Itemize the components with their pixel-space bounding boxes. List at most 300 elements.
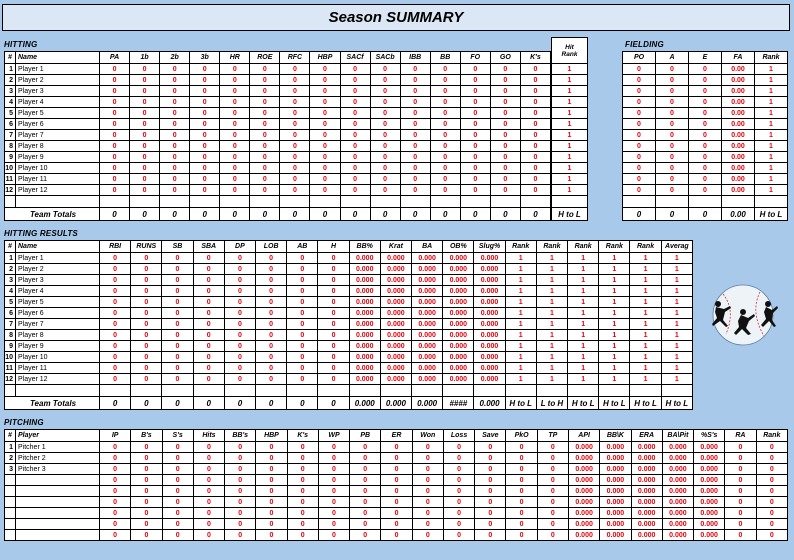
- pitching-cell: 0: [318, 486, 349, 497]
- results-cell: 1: [661, 374, 692, 385]
- hitting-total: 0: [370, 208, 400, 221]
- hitting-cell: 0: [100, 152, 130, 163]
- pitching-cell: 0.000: [568, 464, 599, 475]
- results-cell: 0: [318, 319, 349, 330]
- hitting-cell: 0: [430, 130, 460, 141]
- pitcher-name: Pitcher 3: [16, 464, 100, 475]
- hitting-cell: 0: [100, 130, 130, 141]
- results-cell: 0: [193, 330, 224, 341]
- hitting-cell: 0: [370, 75, 400, 86]
- hitting-cell: 0: [340, 97, 370, 108]
- fielding-cell: 0.00: [722, 141, 755, 152]
- pitching-cell: 0: [318, 519, 349, 530]
- hitting-cell: 0: [190, 163, 220, 174]
- pitching-cell: 0.000: [600, 475, 631, 486]
- hit-rank-cell: 1: [552, 64, 588, 75]
- hitting-cell: 0: [130, 130, 160, 141]
- hitting-cell: 0: [460, 174, 490, 185]
- pitching-cell: 0.000: [694, 464, 725, 475]
- hitting-cell: 0: [520, 75, 550, 86]
- results-cell: 0: [193, 275, 224, 286]
- results-cell: 0: [131, 374, 162, 385]
- hitting-cell: 0: [100, 108, 130, 119]
- results-cell: 0.000: [349, 264, 380, 275]
- fielding-cell: 0: [623, 86, 656, 97]
- fielding-total: 0: [623, 208, 656, 221]
- pitching-cell: 0: [381, 475, 412, 486]
- hitting-cell: 0: [190, 174, 220, 185]
- table-row: 9 Player 9 0 0 0 0 0 0 0 0 0 0 0 0 0 0 0: [5, 152, 551, 163]
- pitching-cell: 0: [381, 497, 412, 508]
- pitching-header: IP: [100, 430, 131, 442]
- pitching-cell: 0.000: [662, 464, 693, 475]
- fielding-cell: 0: [689, 152, 722, 163]
- results-cell: 1: [536, 264, 567, 275]
- hitting-cell: 0: [100, 75, 130, 86]
- results-cell: 1: [568, 253, 599, 264]
- results-cell: 0: [224, 341, 255, 352]
- hitting-cell: 0: [520, 130, 550, 141]
- results-cell: 1: [568, 352, 599, 363]
- table-row: 2 Player 2 0 0 0 0 0 0 0 0 0 0 0 0 0 0 0: [5, 75, 551, 86]
- results-cell: 1: [536, 286, 567, 297]
- results-cell: 0: [224, 275, 255, 286]
- results-cell: 0: [287, 352, 318, 363]
- pitching-cell: 0: [350, 486, 381, 497]
- hitting-cell: 0: [490, 141, 520, 152]
- hitting-table: [4, 51, 551, 221]
- fielding-header: FA: [722, 52, 755, 64]
- fielding-cell: 0: [623, 152, 656, 163]
- pitching-header: Loss: [443, 430, 474, 442]
- results-cell: 0: [162, 264, 193, 275]
- results-cell: 0.000: [349, 363, 380, 374]
- hitting-cell: 0: [490, 185, 520, 196]
- results-cell: 0: [224, 308, 255, 319]
- results-header: RBI: [100, 241, 131, 253]
- results-cell: 1: [599, 275, 630, 286]
- pitching-cell: 0: [193, 453, 224, 464]
- fielding-cell: 0: [656, 75, 689, 86]
- pitching-header: #: [5, 430, 16, 442]
- hitting-cell: 0: [190, 97, 220, 108]
- hitting-cell: 0: [340, 108, 370, 119]
- hitting-cell: 0: [400, 152, 430, 163]
- results-total: H to L: [599, 397, 630, 410]
- fielding-cell: 0: [689, 75, 722, 86]
- hitting-cell: 0: [430, 174, 460, 185]
- results-cell: 0: [256, 363, 287, 374]
- hitting-total: 0: [130, 208, 160, 221]
- pitching-cell: 0: [475, 453, 506, 464]
- pitching-cell: 0.000: [600, 519, 631, 530]
- hitting-cell: 0: [100, 97, 130, 108]
- fielding-cell: 1: [755, 75, 788, 86]
- hitting-cell: 0: [430, 97, 460, 108]
- pitching-cell: 0: [756, 519, 787, 530]
- results-cell: 1: [568, 319, 599, 330]
- hitting-total: 0: [250, 208, 280, 221]
- results-cell: 0: [100, 363, 131, 374]
- results-cell: 0.000: [412, 374, 443, 385]
- results-cell: 0.000: [443, 275, 474, 286]
- hitting-cell: 0: [160, 64, 190, 75]
- results-total: 0.000: [380, 397, 411, 410]
- results-cell: 0: [193, 297, 224, 308]
- pitching-cell: 0: [225, 530, 256, 541]
- hitting-total: 0: [220, 208, 250, 221]
- pitching-cell: 0: [131, 497, 162, 508]
- results-cell: 0.000: [443, 330, 474, 341]
- pitching-cell: 0.000: [694, 497, 725, 508]
- results-cell: 1: [568, 275, 599, 286]
- pitching-cell: 0: [412, 519, 443, 530]
- pitching-cell: 0: [412, 475, 443, 486]
- hitting-cell: 0: [100, 86, 130, 97]
- results-cell: 0: [287, 286, 318, 297]
- pitching-cell: 0.000: [662, 475, 693, 486]
- fielding-cell: 0: [623, 64, 656, 75]
- fielding-header: PO: [623, 52, 656, 64]
- pitching-header: BB's: [225, 430, 256, 442]
- results-header: SBA: [193, 241, 224, 253]
- hitting-cell: 0: [250, 97, 280, 108]
- results-cell: 1: [536, 253, 567, 264]
- results-cell: 0.000: [380, 352, 411, 363]
- pitching-cell: 0: [537, 530, 568, 541]
- hitting-cell: 0: [460, 75, 490, 86]
- results-cell: 0.000: [443, 264, 474, 275]
- hitting-cell: 0: [250, 141, 280, 152]
- hitting-total: 0: [100, 208, 130, 221]
- hitting-header: HR: [220, 52, 250, 64]
- results-cell: 1: [599, 330, 630, 341]
- results-cell: 0: [162, 374, 193, 385]
- results-header: Averag: [661, 241, 692, 253]
- results-cell: 0: [131, 297, 162, 308]
- hitting-cell: 0: [160, 141, 190, 152]
- results-total: L to H: [536, 397, 567, 410]
- hitting-cell: 0: [400, 108, 430, 119]
- table-row: 1 Player 1 0 0 0 0 0 0 0 0 0.000 0.000 0.000 0.000 0.000 1 1 1 1 1 1: [5, 253, 693, 264]
- pitching-cell: 0: [100, 508, 131, 519]
- hitting-cell: 0: [460, 97, 490, 108]
- hitting-cell: 0: [310, 141, 340, 152]
- results-total: H to L: [630, 397, 661, 410]
- pitching-cell: 0.000: [662, 530, 693, 541]
- hitting-cell: 0: [340, 86, 370, 97]
- hitting-cell: 0: [430, 75, 460, 86]
- results-cell: 1: [599, 319, 630, 330]
- results-header: RUNS: [131, 241, 162, 253]
- pitching-cell: 0: [318, 497, 349, 508]
- table-row: 5 Player 5 0 0 0 0 0 0 0 0 0.000 0.000 0.000 0.000 0.000 1 1 1 1 1 1: [5, 297, 693, 308]
- results-cell: 1: [505, 264, 536, 275]
- pitching-cell: 0: [100, 519, 131, 530]
- results-total: 0.000: [474, 397, 505, 410]
- fielding-cell: 0: [689, 163, 722, 174]
- hitting-cell: 0: [130, 108, 160, 119]
- results-cell: 0: [318, 253, 349, 264]
- pitching-cell: 0: [318, 464, 349, 475]
- pitching-cell: 0: [725, 497, 756, 508]
- fielding-cell: 1: [755, 97, 788, 108]
- pitching-cell: 0: [725, 453, 756, 464]
- pitching-cell: 0.000: [600, 530, 631, 541]
- results-cell: 1: [630, 319, 661, 330]
- table-row: 6 Player 6 0 0 0 0 0 0 0 0 0 0 0 0 0 0 0: [5, 119, 551, 130]
- fielding-cell: 1: [755, 174, 788, 185]
- hit-rank-cell: 1: [552, 163, 588, 174]
- results-header: Rank: [505, 241, 536, 253]
- results-cell: 0: [318, 363, 349, 374]
- results-cell: 1: [568, 264, 599, 275]
- results-total: 0: [162, 397, 193, 410]
- pitching-cell: 0: [412, 464, 443, 475]
- hitting-cell: 0: [220, 64, 250, 75]
- pitching-cell: 0: [100, 442, 131, 453]
- pitching-cell: 0: [193, 475, 224, 486]
- pitching-cell: 0: [256, 497, 287, 508]
- pitching-cell: 0: [287, 530, 318, 541]
- fielding-cell: 1: [755, 119, 788, 130]
- results-cell: 0: [318, 297, 349, 308]
- hitting-cell: 0: [340, 64, 370, 75]
- fielding-cell: 0: [689, 130, 722, 141]
- player-name: Player 12: [16, 374, 100, 385]
- results-cell: 0: [131, 363, 162, 374]
- table-row: 1 Pitcher 1 0 0 0 0 0 0 0 0 0 0 0 0 0 0 0 0.000 0.000 0.000 0.000 0.000 0 0: [5, 442, 788, 453]
- pitching-cell: 0: [256, 475, 287, 486]
- pitching-cell: 0: [350, 453, 381, 464]
- hitting-total: 0: [460, 208, 490, 221]
- pitching-cell: 0.000: [662, 453, 693, 464]
- results-cell: 0: [193, 253, 224, 264]
- results-cell: 0: [193, 363, 224, 374]
- hit-rank-cell: 1: [552, 130, 588, 141]
- table-row: 2 Pitcher 2 0 0 0 0 0 0 0 0 0 0 0 0 0 0 0 0.000 0.000 0.000 0.000 0.000 0 0: [5, 453, 788, 464]
- hitting-cell: 0: [280, 64, 310, 75]
- results-cell: 0: [193, 286, 224, 297]
- table-row: [5, 519, 788, 530]
- player-name: Player 1: [16, 253, 100, 264]
- pitching-cell: 0: [162, 519, 193, 530]
- results-cell: 0: [287, 297, 318, 308]
- table-row: 12 Player 12 0 0 0 0 0 0 0 0 0.000 0.000 0.000 0.000 0.000 1 1 1 1 1 1: [5, 374, 693, 385]
- results-cell: 0: [256, 330, 287, 341]
- hitting-cell: 0: [370, 108, 400, 119]
- results-cell: 0.000: [349, 308, 380, 319]
- hitting-cell: 0: [340, 75, 370, 86]
- results-cell: 0.000: [380, 330, 411, 341]
- pitching-cell: 0: [506, 519, 537, 530]
- hitting-cell: 0: [160, 185, 190, 196]
- pitching-cell: 0: [162, 486, 193, 497]
- pitching-cell: 0: [225, 486, 256, 497]
- hitting-cell: 0: [430, 64, 460, 75]
- fielding-cell: 1: [755, 64, 788, 75]
- table-row: [623, 108, 788, 119]
- hitting-cell: 0: [220, 86, 250, 97]
- pitching-cell: 0: [162, 464, 193, 475]
- pitching-cell: 0: [287, 508, 318, 519]
- results-cell: 0.000: [349, 286, 380, 297]
- pitching-cell: 0.000: [600, 464, 631, 475]
- pitching-cell: 0.000: [662, 519, 693, 530]
- fielding-cell: 1: [755, 152, 788, 163]
- fielding-cell: 0: [623, 163, 656, 174]
- pitching-cell: 0.000: [662, 486, 693, 497]
- results-cell: 1: [630, 297, 661, 308]
- results-cell: 0: [193, 308, 224, 319]
- pitching-cell: 0: [725, 519, 756, 530]
- results-cell: 0: [100, 253, 131, 264]
- hitting-cell: 0: [220, 119, 250, 130]
- hitting-header: 3b: [190, 52, 220, 64]
- hitting-cell: 0: [160, 130, 190, 141]
- hitting-total: 0: [400, 208, 430, 221]
- pitching-cell: 0: [193, 508, 224, 519]
- hitting-header: SACb: [370, 52, 400, 64]
- results-cell: 0: [318, 341, 349, 352]
- pitching-cell: 0: [100, 453, 131, 464]
- hitting-cell: 0: [490, 130, 520, 141]
- pitching-cell: 0: [475, 486, 506, 497]
- pitching-header: K's: [287, 430, 318, 442]
- player-name: Player 5: [16, 108, 100, 119]
- hit-rank-cell: 1: [552, 75, 588, 86]
- hitting-cell: 0: [310, 174, 340, 185]
- results-cell: 0.000: [380, 341, 411, 352]
- hitting-cell: 0: [520, 64, 550, 75]
- hitting-cell: 0: [190, 185, 220, 196]
- results-cell: 1: [505, 297, 536, 308]
- fielding-cell: 1: [755, 163, 788, 174]
- pitching-cell: 0: [537, 519, 568, 530]
- pitching-cell: 0.000: [631, 508, 662, 519]
- results-cell: 1: [630, 308, 661, 319]
- results-total: 0: [287, 397, 318, 410]
- pitching-header: API: [568, 430, 599, 442]
- results-cell: 0: [131, 253, 162, 264]
- hitting-cell: 0: [280, 75, 310, 86]
- hit-rank-cell: 1: [552, 119, 588, 130]
- hitting-cell: 0: [130, 64, 160, 75]
- fielding-cell: 0: [623, 130, 656, 141]
- hitting-cell: 0: [310, 152, 340, 163]
- hitting-cell: 0: [310, 185, 340, 196]
- fielding-cell: 0: [656, 174, 689, 185]
- results-cell: 0: [193, 374, 224, 385]
- results-cell: 1: [568, 330, 599, 341]
- results-cell: 1: [630, 330, 661, 341]
- pitching-cell: 0: [537, 464, 568, 475]
- hitting-cell: 0: [490, 108, 520, 119]
- pitching-header: TP: [537, 430, 568, 442]
- results-cell: 0: [100, 341, 131, 352]
- results-cell: 0.000: [412, 352, 443, 363]
- results-cell: 0.000: [474, 275, 505, 286]
- hitting-cell: 0: [280, 163, 310, 174]
- pitching-cell: 0: [225, 497, 256, 508]
- hitting-cell: 0: [130, 141, 160, 152]
- fielding-cell: 0: [689, 174, 722, 185]
- pitching-cell: 0: [100, 464, 131, 475]
- hitting-cell: 0: [220, 141, 250, 152]
- hitting-cell: 0: [370, 152, 400, 163]
- results-cell: 0: [193, 352, 224, 363]
- hitting-total: 0: [160, 208, 190, 221]
- hitting-cell: 0: [430, 119, 460, 130]
- results-cell: 0.000: [443, 352, 474, 363]
- hitting-cell: 0: [130, 185, 160, 196]
- fielding-cell: 0: [656, 108, 689, 119]
- results-header: AB: [287, 241, 318, 253]
- fielding-cell: 0: [689, 141, 722, 152]
- hitting-cell: 0: [340, 185, 370, 196]
- results-cell: 1: [599, 374, 630, 385]
- pitching-cell: 0.000: [694, 442, 725, 453]
- pitching-cell: 0: [193, 530, 224, 541]
- results-cell: 0.000: [349, 253, 380, 264]
- hitting-cell: 0: [250, 86, 280, 97]
- results-cell: 0: [287, 341, 318, 352]
- table-row: [623, 152, 788, 163]
- results-cell: 1: [661, 275, 692, 286]
- results-cell: 0.000: [412, 297, 443, 308]
- hitting-cell: 0: [160, 97, 190, 108]
- results-cell: 0.000: [443, 341, 474, 352]
- pitching-cell: 0: [100, 486, 131, 497]
- pitching-cell: 0: [412, 497, 443, 508]
- player-name: Player 9: [16, 152, 100, 163]
- results-total: 0: [224, 397, 255, 410]
- table-row: 4 Player 4 0 0 0 0 0 0 0 0 0.000 0.000 0.000 0.000 0.000 1 1 1 1 1 1: [5, 286, 693, 297]
- hitting-cell: 0: [250, 163, 280, 174]
- hitting-header: PA: [100, 52, 130, 64]
- hitting-totals-label: Team Totals: [5, 208, 100, 221]
- pitching-cell: 0.000: [694, 530, 725, 541]
- pitching-cell: 0: [256, 453, 287, 464]
- results-cell: 0.000: [380, 297, 411, 308]
- hitting-cell: 0: [190, 130, 220, 141]
- hitting-header: FO: [460, 52, 490, 64]
- hitting-cell: 0: [310, 75, 340, 86]
- pitching-cell: 0: [412, 442, 443, 453]
- results-cell: 0: [193, 264, 224, 275]
- hitting-total: 0: [190, 208, 220, 221]
- fielding-cell: 0: [656, 64, 689, 75]
- pitching-cell: 0: [131, 530, 162, 541]
- results-cell: 1: [568, 297, 599, 308]
- fielding-cell: 0.00: [722, 64, 755, 75]
- pitching-cell: 0: [725, 442, 756, 453]
- hitting-cell: 0: [490, 64, 520, 75]
- hitting-cell: 0: [520, 152, 550, 163]
- results-cell: 1: [536, 275, 567, 286]
- hitting-cell: 0: [100, 141, 130, 152]
- fielding-cell: 0: [656, 130, 689, 141]
- hitting-cell: 0: [220, 185, 250, 196]
- pitching-header: BB\K: [600, 430, 631, 442]
- player-name: Player 6: [16, 308, 100, 319]
- pitching-cell: 0.000: [568, 519, 599, 530]
- pitching-cell: 0: [381, 519, 412, 530]
- results-cell: 0.000: [443, 363, 474, 374]
- hitting-cell: 0: [430, 86, 460, 97]
- results-header: Rank: [568, 241, 599, 253]
- page-title: Season SUMMARY: [2, 4, 790, 31]
